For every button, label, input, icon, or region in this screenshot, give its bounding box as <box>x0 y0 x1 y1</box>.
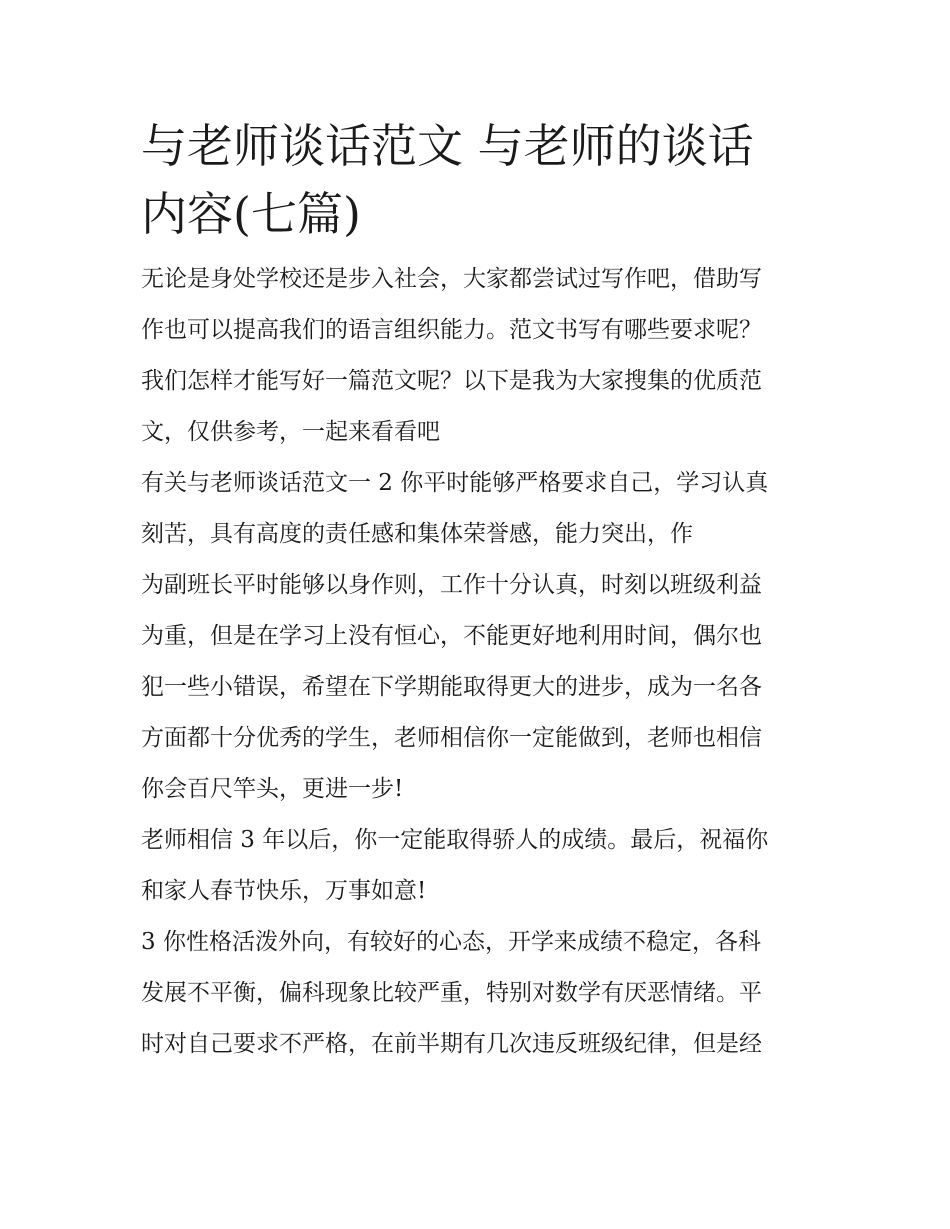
text-line: 老师相信 3 年以后，你一定能取得骄人的成绩。最后，祝福你 <box>141 827 769 853</box>
text-line: 和家人春节快乐，万事如意! <box>141 878 427 904</box>
text-line: 作也可以提高我们的语言组织能力。范文书写有哪些要求呢？ <box>141 317 762 343</box>
text-line: 为副班长平时能够以身作则，工作十分认真，时刻以班级利益 <box>141 572 762 598</box>
text-line: 为重，但是在学习上没有恒心，不能更好地利用时间，偶尔也 <box>141 623 762 649</box>
text-line: 有关与老师谈话范文一 2 你平时能够严格要求自己，学习认真 <box>141 470 769 496</box>
text-line: 你会百尺竿头，更进一步! <box>141 776 404 802</box>
blessing-paragraph <box>141 815 813 917</box>
text-line: 犯一些小错误，希望在下学期能取得更大的进步，成为一名各 <box>141 674 762 700</box>
text-line: 方面都十分优秀的学生，老师相信你一定能做到，老师也相信 <box>141 725 762 751</box>
document-page <box>141 112 813 1070</box>
text-line: 文，仅供参考，一起来看看吧 <box>141 419 440 445</box>
text-line: 无论是身处学校还是步入社会，大家都尝试过写作吧，借助写 <box>141 266 762 292</box>
comment-three-paragraph <box>141 917 813 1070</box>
text-line: 我们怎样才能写好一篇范文呢？以下是我为大家搜集的优质范 <box>141 368 762 394</box>
document-title <box>141 112 813 248</box>
title-line: 内容(七篇) <box>141 187 361 241</box>
text-line: 3 你性格活泼外向，有较好的心态，开学来成绩不稳定，各科 <box>141 929 761 955</box>
text-line: 发展不平衡，偏科现象比较严重，特别对数学有厌恶情绪。平 <box>141 980 762 1006</box>
essay-one-paragraph <box>141 458 813 815</box>
intro-paragraph <box>141 254 813 458</box>
title-line: 与老师谈话范文 与老师的谈话 <box>141 119 754 173</box>
text-line: 刻苦，具有高度的责任感和集体荣誉感，能力突出，作 <box>141 521 693 547</box>
text-line: 时对自己要求不严格，在前半期有几次违反班级纪律，但是经 <box>141 1031 762 1057</box>
